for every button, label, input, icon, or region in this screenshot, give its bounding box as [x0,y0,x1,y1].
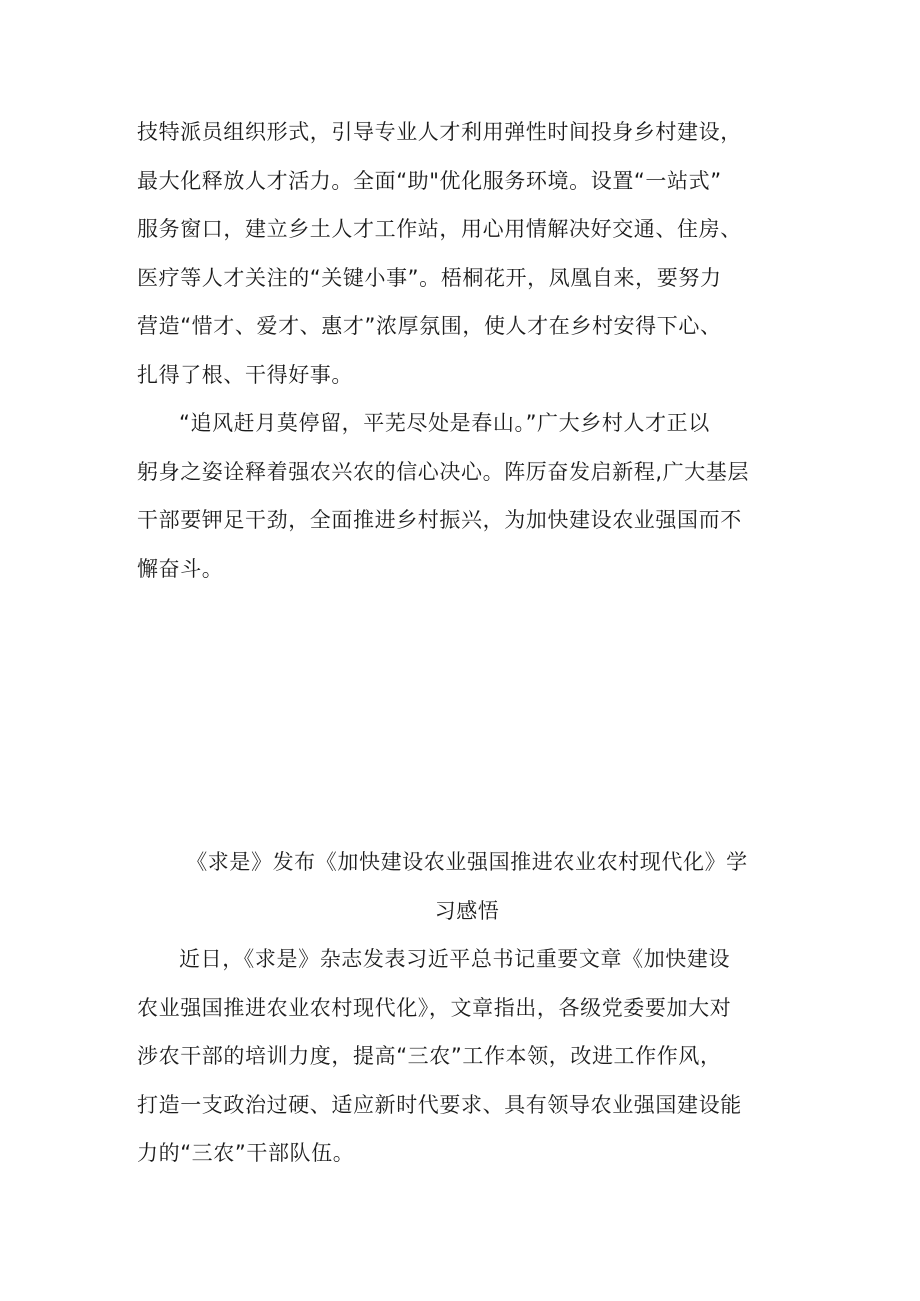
paragraph-line: “追风赶月莫停留，平芜尽处是春山。”广大乡村人才正以 [179,411,710,435]
lower-text-block [137,838,797,1178]
paragraph-line: 农业强国推进农业农村现代化》，文章指出，各级党委要加大对 [137,995,732,1020]
paragraph-line: 医疗等人才关注的“关键小事”。梧桐花开，凤凰自来，要努力 [137,265,722,290]
article-title-line-2: 习感悟 [434,898,500,923]
intro-paragraph [137,935,797,1178]
paragraph-line: 懈奋斗。 [137,556,224,581]
paragraph-line: 服务窗口，建立乡土人才工作站，用心用情解决好交通、住房、 [137,217,742,241]
paragraph-line: 最大化释放人才活力。全面“助"优化服务环境。设置“一站式” [137,168,722,193]
paragraph-line: 打造一支政治过硬、适应新时代要求、具有领导农业强国建设能 [137,1092,742,1117]
article-title-line-1: 《求是》发布《加快建设农业强国推进农业农村现代化》学 [186,850,748,874]
paragraph-line: 扎得了根、干得好事。 [137,362,353,387]
upper-text-block [137,108,797,593]
paragraph-line: 近日，《求是》杂志发表习近平总书记重要文章《加快建设 [179,947,731,971]
closing-paragraph [137,399,797,593]
paragraph-line: 力的“三农”干部队伍。 [137,1141,355,1165]
paragraph-line: 技特派员组织形式，引导专业人才利用弹性时间投身乡村建设， [137,120,742,144]
continued-paragraph [137,108,797,399]
paragraph-line: 涉农干部的培训力度，提高“三农”工作本领，改进工作作风， [137,1044,722,1068]
paragraph-line: 躬身之姿诠释着强农兴农的信心决心。阵厉奋发启新程,广大基层 [137,459,750,484]
paragraph-line: 干部要钾足干劲，全面推进乡村振兴，为加快建设农业强国而不 [137,508,742,532]
paragraph-line: 营造“惜才、爱才、惠才”浓厚氛围，使人才在乡村安得下心、 [137,314,722,338]
article-title [137,838,797,935]
